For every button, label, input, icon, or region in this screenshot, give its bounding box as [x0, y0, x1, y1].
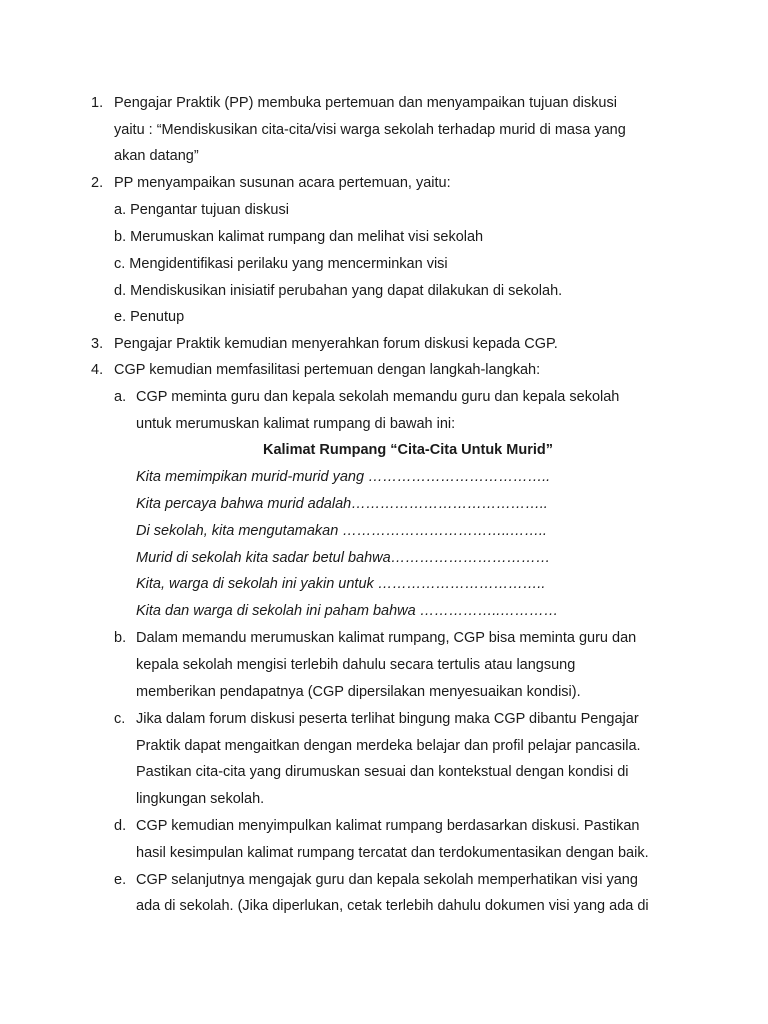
item-text-line: Pengajar Praktik (PP) membuka pertemuan dan menyampaikan tujuan diskusi — [114, 95, 617, 111]
step-text-line: CGP meminta guru dan kepala sekolah memandu guru dan kepala sekolah — [136, 389, 620, 405]
item-number: 2. — [91, 175, 104, 191]
cloze-sentence: Murid di sekolah kita sadar betul bahwa…………………………… — [136, 550, 551, 566]
cloze-sentence: Kita, warga di sekolah ini yakin untuk …………………………….. — [136, 576, 546, 592]
step-text-line: memberikan pendapatnya (CGP dipersilakan menyesuaikan kondisi). — [136, 684, 581, 700]
step-label: b. — [114, 630, 127, 646]
step-label: d. — [114, 818, 127, 834]
item-number: 1. — [91, 95, 104, 111]
cloze-sentence: Kita percaya bahwa murid adalah………………………………….. — [136, 496, 548, 512]
agenda-item: c. Mengidentifikasi perilaku yang mencerminkan visi — [114, 256, 448, 272]
step-text-line: kepala sekolah mengisi terlebih dahulu secara tertulis atau langsung — [136, 657, 576, 673]
item-number: 4. — [91, 362, 104, 378]
item-text-line: akan datang” — [114, 148, 199, 164]
item-text-line: Pengajar Praktik kemudian menyerahkan forum diskusi kepada CGP. — [114, 336, 558, 352]
kalimat-rumpang-title: Kalimat Rumpang “Cita-Cita Untuk Murid” — [262, 442, 553, 458]
cloze-sentence: Kita dan warga di sekolah ini paham bahwa ……………..………… — [136, 603, 559, 619]
step-text-line: lingkungan sekolah. — [136, 791, 265, 807]
agenda-item: a. Pengantar tujuan diskusi — [114, 202, 289, 218]
step-text-line: CGP kemudian menyimpulkan kalimat rumpang berdasarkan diskusi. Pastikan — [136, 818, 640, 834]
step-text-line: Jika dalam forum diskusi peserta terlihat bingung maka CGP dibantu Pengajar — [136, 711, 639, 727]
agenda-item: d. Mendiskusikan inisiatif perubahan yang dapat dilakukan di sekolah. — [114, 283, 563, 299]
step-text-line: Praktik dapat mengaitkan dengan merdeka belajar dan profil pelajar pancasila. — [136, 738, 641, 754]
step-text-line: hasil kesimpulan kalimat rumpang tercatat dan terdokumentasikan dengan baik. — [136, 845, 649, 861]
step-label: c. — [114, 711, 126, 727]
item-text-line: PP menyampaikan susunan acara pertemuan, yaitu: — [114, 175, 451, 191]
step-text-line: Pastikan cita-cita yang dirumuskan sesuai dan kontekstual dengan kondisi di — [136, 764, 629, 780]
step-text-line: Dalam memandu merumuskan kalimat rumpang, CGP bisa meminta guru dan — [136, 630, 637, 646]
agenda-item: b. Merumuskan kalimat rumpang dan melihat visi sekolah — [114, 229, 484, 245]
step-text-line: CGP selanjutnya mengajak guru dan kepala sekolah memperhatikan visi yang — [136, 872, 638, 888]
step-label: e. — [114, 872, 127, 888]
step-label: a. — [114, 389, 127, 405]
item-number: 3. — [91, 336, 104, 352]
cloze-sentence: Kita memimpikan murid-murid yang ……………………………….. — [136, 469, 551, 485]
cloze-sentence: Di sekolah, kita mengutamakan ……………………………..…….. — [136, 523, 547, 539]
agenda-item: e. Penutup — [114, 309, 185, 325]
item-text-line: yaitu : “Mendiskusikan cita-cita/visi warga sekolah terhadap murid di masa yang — [114, 122, 626, 138]
step-text-line: untuk merumuskan kalimat rumpang di bawah ini: — [136, 416, 456, 432]
item-text-line: CGP kemudian memfasilitasi pertemuan dengan langkah-langkah: — [114, 362, 541, 378]
step-text-line: ada di sekolah. (Jika diperlukan, cetak terlebih dahulu dokumen visi yang ada di — [136, 898, 649, 914]
